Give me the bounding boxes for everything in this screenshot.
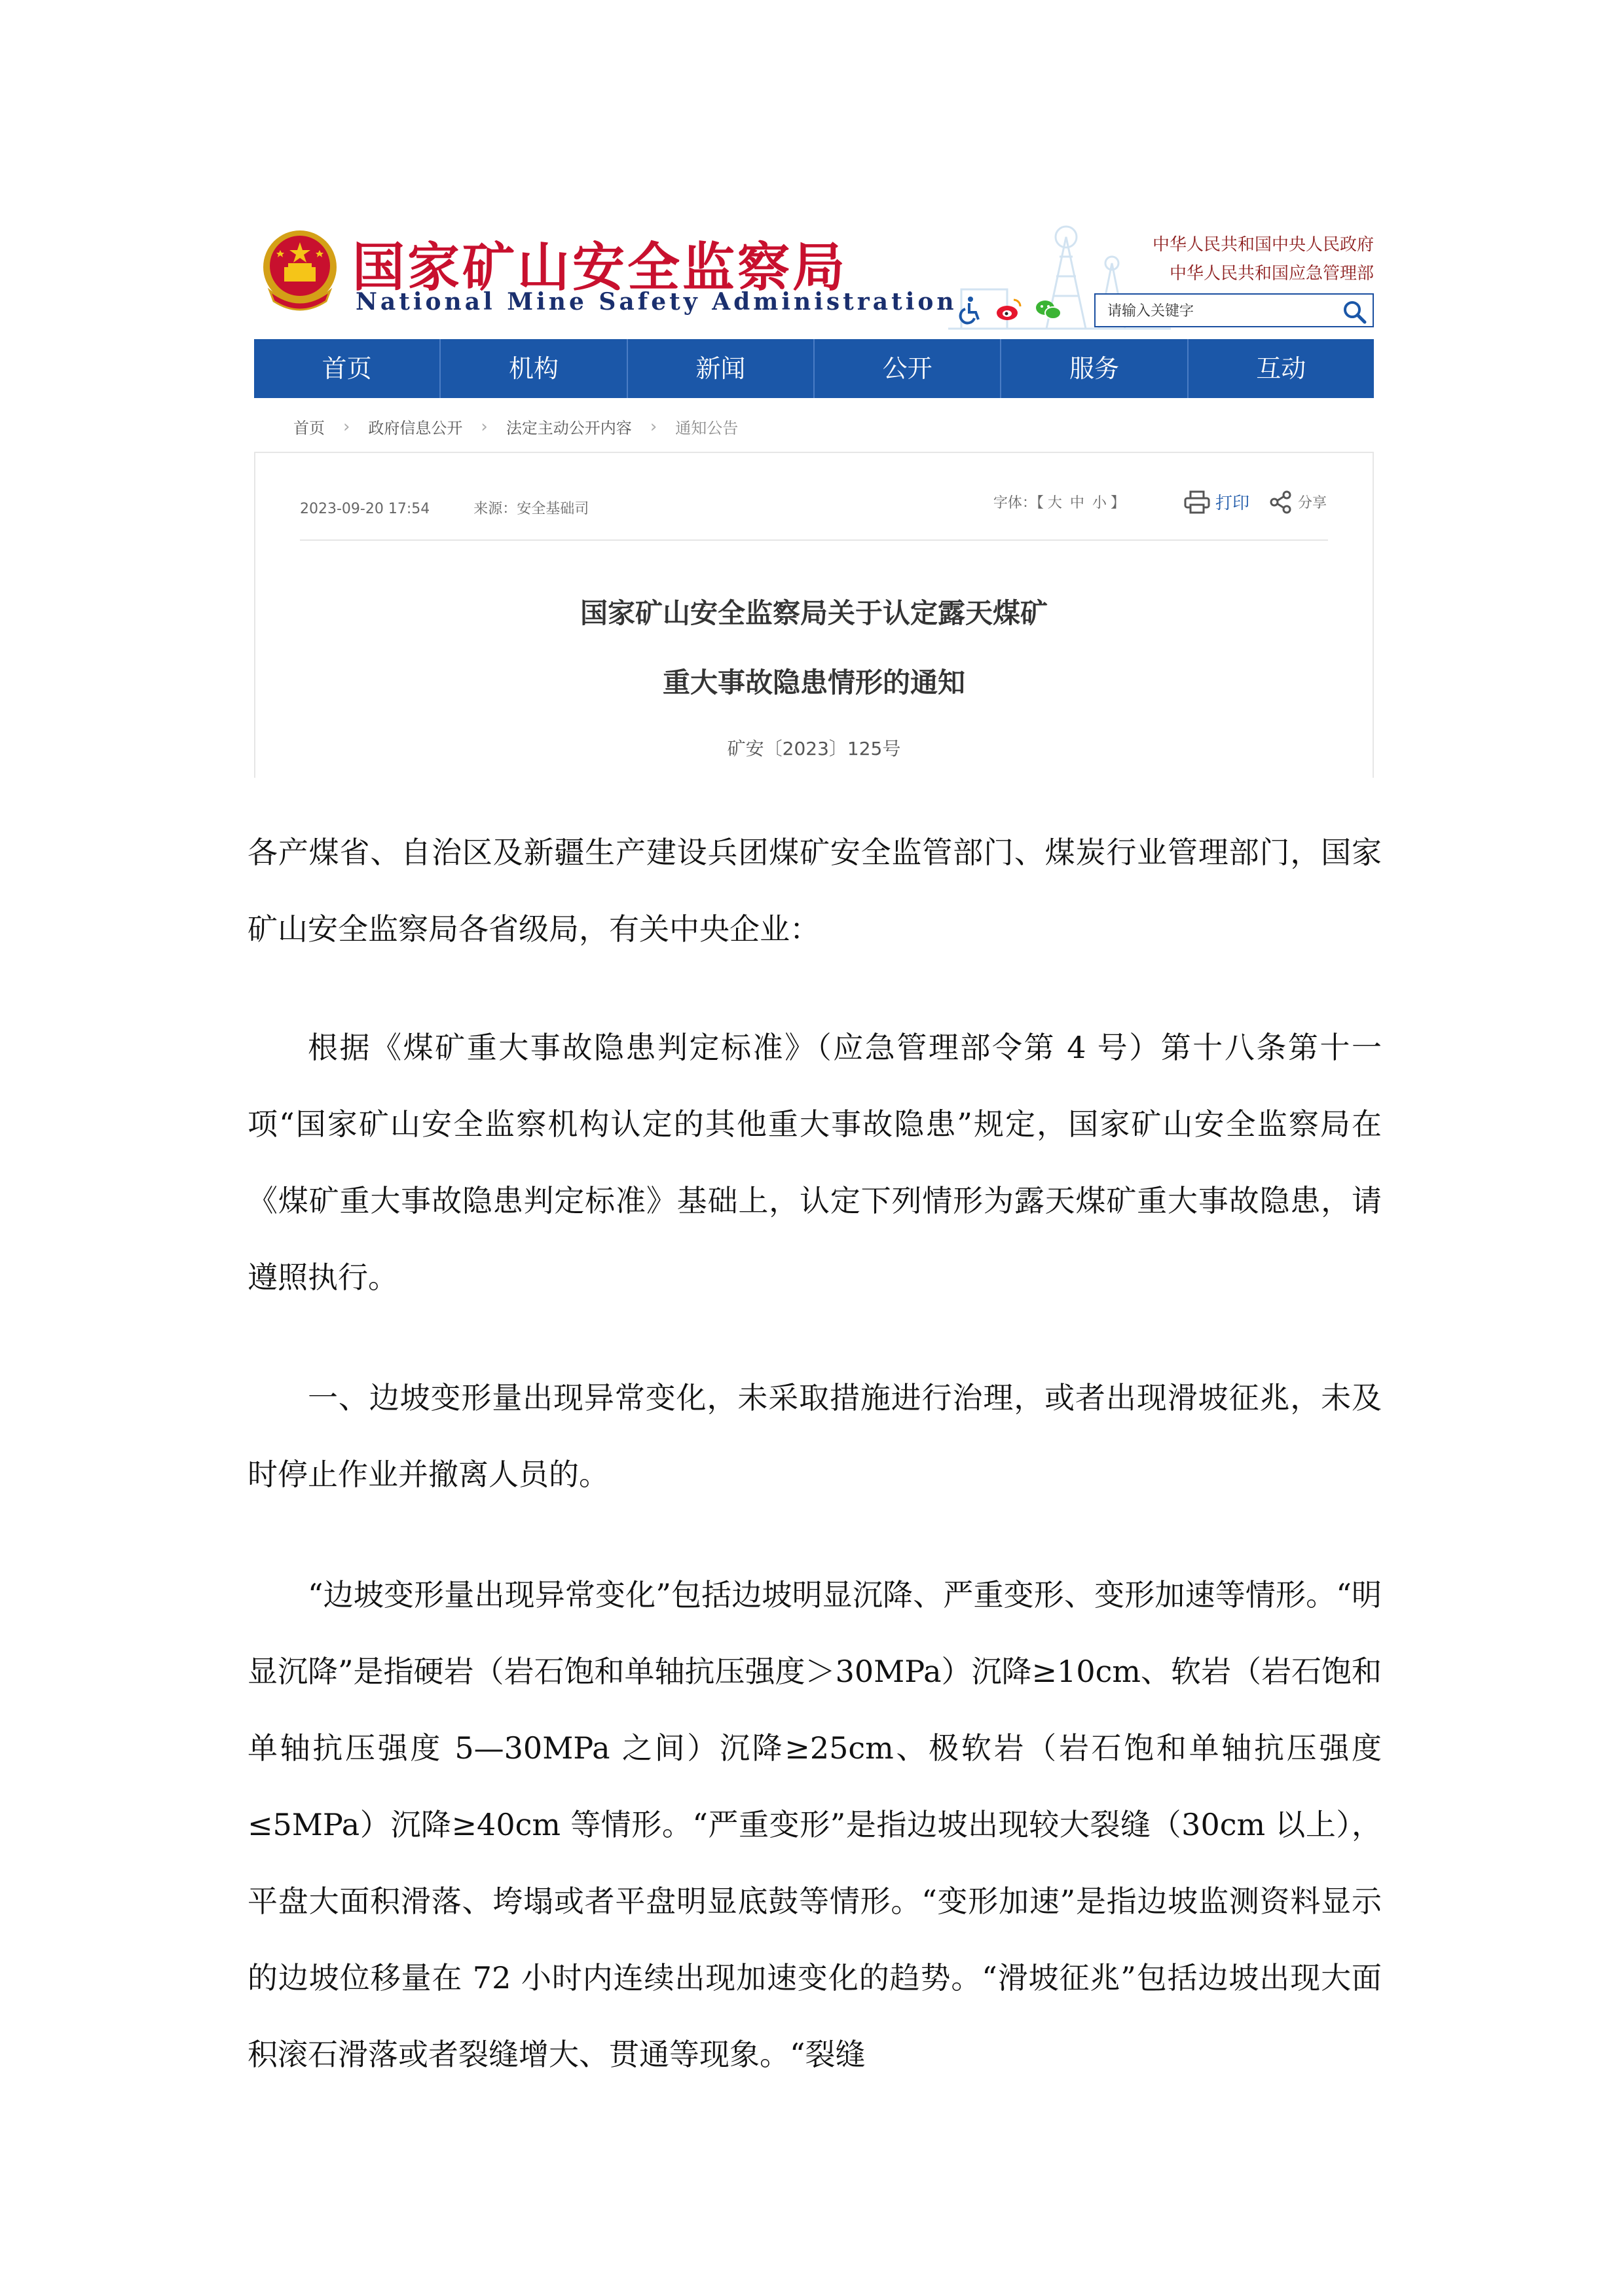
addressees-paragraph: 各产煤省、自治区及新疆生产建设兵团煤矿安全监管部门、煤炭行业管理部门，国家矿山安全监察局各省级局，有关中央企业： [248,835,1382,947]
search-input[interactable] [1106,300,1331,322]
gov-link-emergency[interactable]: 中华人民共和国应急管理部 [1169,264,1374,283]
share-label: 分享 [1297,495,1327,511]
share-button[interactable] [1269,490,1327,514]
site-title-en: National Mine Safety Administration [356,288,957,316]
search-icon[interactable] [1341,299,1367,325]
divider [300,539,1328,541]
nav-service[interactable]: 服务 [1001,339,1188,398]
weibo-icon[interactable] [994,295,1024,325]
article-tools [993,490,1327,514]
breadcrumb-legal-disclosure[interactable]: 法定主动公开内容 [506,419,632,437]
item1-paragraph: 一、边坡变形量出现异常变化，未采取措施进行治理，或者出现滑坡征兆，未及时停止作业并撤离人员的。 [248,1380,1382,1492]
breadcrumb-notices[interactable]: 通知公告 [675,419,739,437]
print-label: 打印 [1215,494,1249,513]
social-links [955,295,1063,325]
font-size-large[interactable]: 大 [1047,495,1062,511]
gov-links [1153,230,1374,288]
document-number: 矿安〔2023〕125号 [727,738,901,759]
intro-paragraph: 根据《煤矿重大事故隐患判定标准》（应急管理部令第 4 号）第十八条第十一项“国家矿山安全监察机构认定的其他重大事故隐患”规定，国家矿山安全监察局在《煤矿重大事故隐患判定标准》基础上，认定下列情形为露天煤矿重大事故隐患，请遵照执行。 [248,1030,1382,1295]
article-title-line2: 重大事故隐患情形的通知 [662,666,965,699]
font-size-medium[interactable]: 中 [1069,495,1084,511]
site-header [254,211,1374,335]
share-icon [1269,490,1293,514]
chevron-right-icon: › [650,416,657,437]
font-size-control [993,492,1125,512]
chevron-right-icon: › [481,416,488,437]
nav-organization[interactable]: 机构 [441,339,627,398]
font-size-small[interactable]: 小 [1092,495,1107,511]
national-emblem-icon [261,228,339,313]
nav-public[interactable]: 公开 [815,339,1001,398]
accessibility-icon[interactable] [955,295,985,325]
article-meta [300,498,628,518]
gov-link-central[interactable]: 中华人民共和国中央人民政府 [1152,235,1374,255]
print-button[interactable] [1184,490,1249,514]
nav-news[interactable]: 新闻 [628,339,815,398]
article-title-line1: 国家矿山安全监察局关于认定露天煤矿 [580,597,1048,629]
search-box [1094,293,1374,327]
main-nav [254,339,1374,398]
font-size-close: 】 [1110,495,1125,511]
breadcrumb [293,415,738,438]
article-card [254,452,1374,778]
item1-detail-paragraph: “边坡变形量出现异常变化”包括边坡明显沉降、严重变形、变形加速等情形。“明显沉降”是指硬岩（岩石饱和单轴抗压强度＞30MPa）沉降≥10cm、软岩（岩石饱和单轴抗压强度 5—30MPa 之间）沉降≥25cm、极软岩（岩石饱和单轴抗压强度≤5MPa）沉降≥40cm 等情形。“严重变形”是指边坡出现较大裂缝（30cm 以上），平盘大面积滑落、垮塌或者平盘明显底鼓等情形。“变形加速”是指边坡监测资料显示的边坡位移量在 72 小时内连续出现加速变化的趋势。“滑坡征兆”包括边坡出现大面积滚石滑落或者裂缝增大、贯通等现象。“裂缝 [248,1577,1382,2072]
article-source: 来源：安全基础司 [473,501,589,517]
breadcrumb-home[interactable]: 首页 [293,419,325,437]
site-title-cn[interactable]: 国家矿山安全监察局 [352,236,847,298]
nav-interaction[interactable]: 互动 [1256,354,1306,383]
printer-icon [1184,490,1210,514]
publish-date: 2023-09-20 17:54 [300,501,430,517]
nav-home[interactable]: 首页 [254,339,441,398]
wechat-icon[interactable] [1033,295,1063,325]
chevron-right-icon: › [343,416,350,437]
breadcrumb-gov-info[interactable]: 政府信息公开 [368,419,463,437]
font-size-label: 字体：【 [993,495,1044,511]
